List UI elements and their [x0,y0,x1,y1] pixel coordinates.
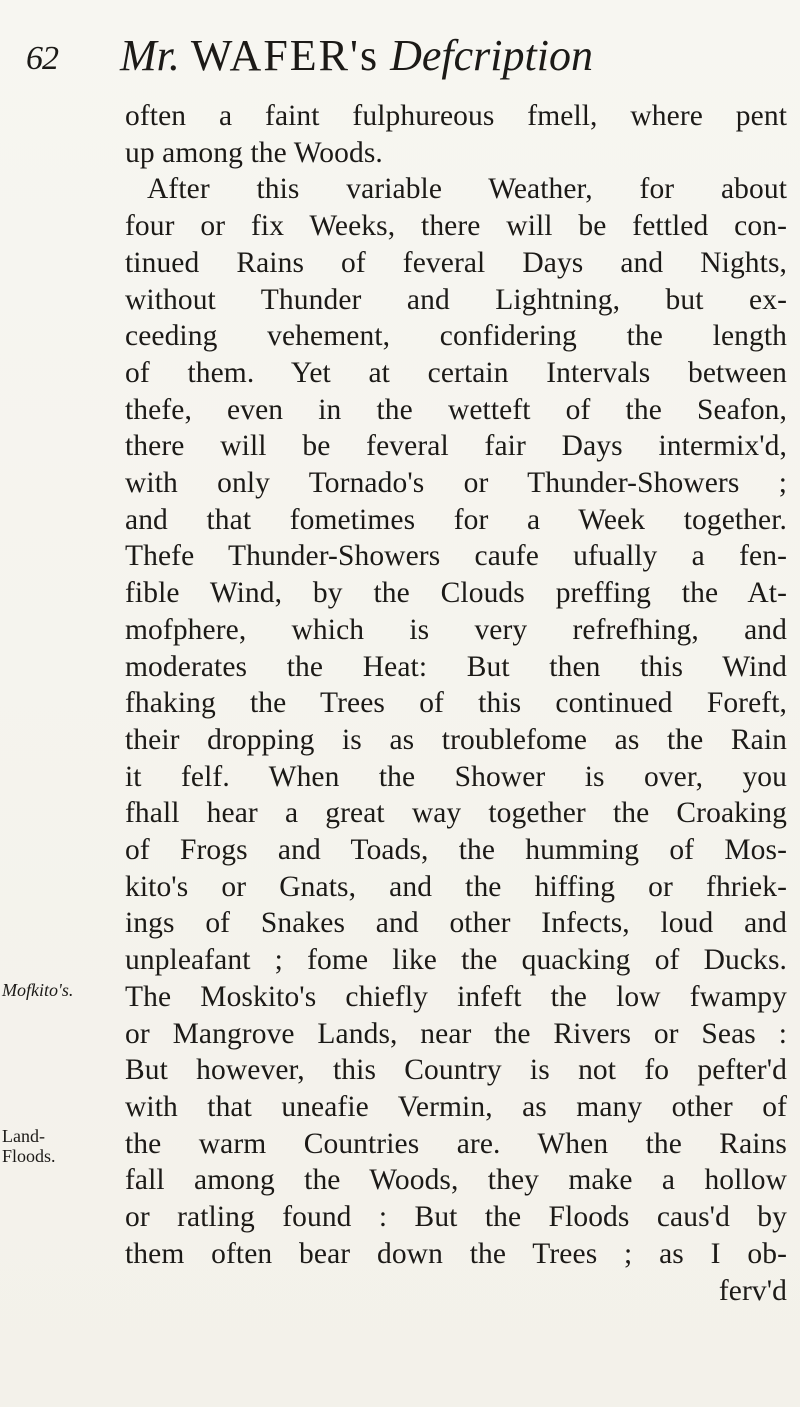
text-line: them often bear down the Trees ; as I ob- [125,1237,787,1270]
text-line: ings of Snakes and other Infects, loud and [125,907,787,940]
text-line: often a faint fulphureous fmell, where pent [125,100,787,132]
margin-note-land-floods-2: Floods. [2,1146,56,1166]
text-line: fall among the Woods, they make a hollow [125,1164,787,1197]
page-header [0,20,800,90]
running-title [120,30,593,81]
page-number: 62 [26,40,58,77]
text-line: with only Tornado's or Thunder-Showers ; [125,467,787,500]
text-line: it felf. When the Shower is over, you [125,760,787,793]
text-line: or ratling found : But the Floods caus'd by [125,1201,787,1234]
text-line: kito's or Gnats, and the hiffing or fhriek- [125,870,787,903]
margin-note-mosquitos: Mofkito's. [2,980,74,1000]
text-line: up among the Woods. [125,136,383,169]
text-line: the warm Countries are. When the Rains [125,1127,787,1160]
text-line: their dropping is as troublefome as the Rain [125,723,787,756]
text-line: mofphere, which is very refrefhing, and [125,613,787,646]
margin-note-land-floods-1: Land- [2,1126,45,1146]
text-line: or Mangrove Lands, near the Rivers or Seas : [125,1017,787,1050]
text-line: fible Wind, by the Clouds preffing the At- [125,577,787,610]
text-line: moderates the Heat: But then this Wind [125,650,787,683]
text-line: and that fometimes for a Week together. [125,503,787,536]
text-line: with that uneafie Vermin, as many other of [125,1090,787,1123]
text-line: tinued Rains of feveral Days and Nights, [125,246,787,279]
text-line: Thefe Thunder-Showers caufe ufually a fen- [125,540,787,573]
running-title-prefix: Mr. [120,31,180,80]
text-line: of Frogs and Toads, the humming of Mos- [125,834,787,867]
text-line: ceeding vehement, confidering the length [125,320,787,353]
text-line: without Thunder and Lightning, but ex- [125,283,787,316]
text-line: The Moskito's chiefly infeft the low fwampy [125,980,787,1013]
text-line: four or fix Weeks, there will be fettled con- [125,210,787,243]
running-title-name: WAFER's [190,31,380,80]
text-line: thefe, even in the wetteft of the Seafon, [125,393,787,426]
text-line: But however, this Country is not fo pefter'd [125,1054,787,1087]
text-line: unpleafant ; fome like the quacking of Ducks. [125,944,787,977]
text-line: fhaking the Trees of this continued Foreft, [125,687,787,720]
text-line: fhall hear a great way together the Croaking [125,797,787,830]
text-line: there will be feveral fair Days intermix'd, [125,430,787,463]
running-title-suffix: Defcription [390,31,593,80]
text-line: After this variable Weather, for about [147,173,787,206]
catchword: ferv'd [718,1274,787,1307]
text-line: of them. Yet at certain Intervals between [125,356,787,389]
body-text [125,98,787,1309]
